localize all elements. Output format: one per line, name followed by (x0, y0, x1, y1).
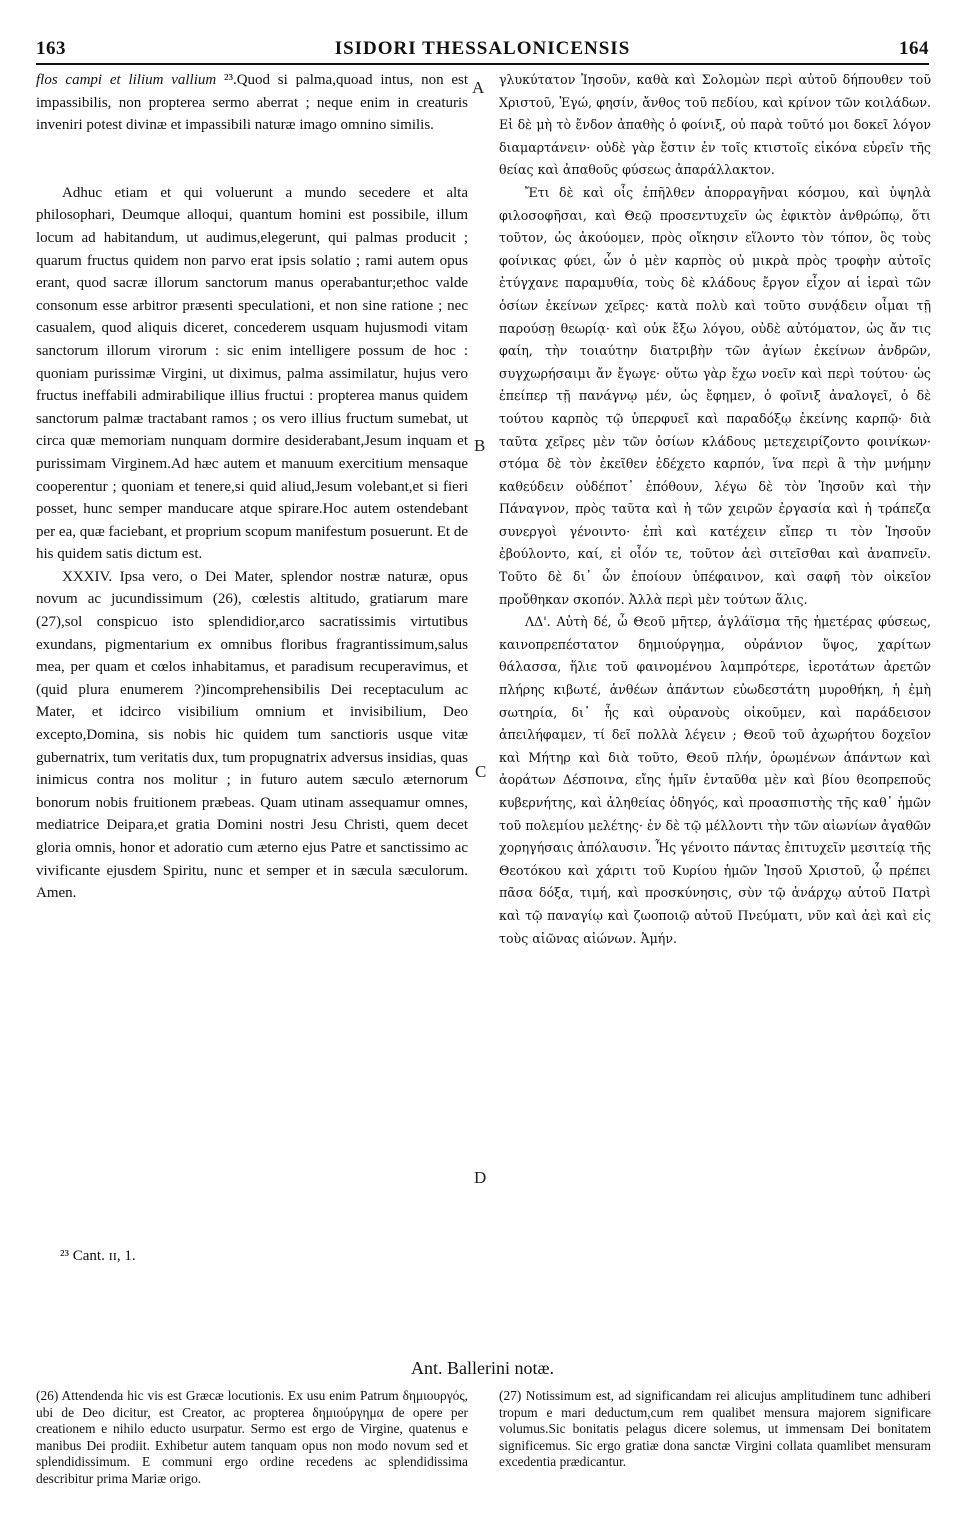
note-27 (499, 1388, 931, 1471)
running-title: ISIDORI THESSALONICENSIS (334, 38, 631, 59)
margin-letter-b: B (474, 436, 486, 455)
margin-letter-a: A (472, 78, 485, 97)
running-header (36, 38, 929, 62)
latin-column (36, 69, 468, 905)
greek-paragraph-3 (499, 611, 931, 950)
page-number-left: 163 (36, 38, 66, 59)
greek-paragraph-2: Ἔτι δὲ καὶ οἷς ἐπῆλθεν ἀπορραγῆναι κόσμου, καὶ ὑψηλὰ φιλοσοφῆσαι, καὶ Θεῷ προσεντυχεῖν ὡς ἐφικτὸν ἀνθρώπῳ, ὅτι τοῦτον, ὡς ἀκούομεν, πρὸς οἴκησιν εἵλοντο τὸν τόπον, ὃς τοὺς φοίνικας φύει, ὧν ὁ μὲν καρπὸς οὐ μικρὰ πρὸς τροφὴν αὐτοῖς ἐτύγχανε παραμυθία, τοὺς δὲ κλάδους ἔργον εἶχον αἱ ἱεραὶ τῶν ὁσίων ἐκείνων χεῖρες· κατὰ πολὺ καὶ τοῦτο συνᾴδειν οἶμαι τῇ παρούσῃ θεωρίᾳ· καὶ οὐκ ἔξω λόγου, οὐδὲ αὐτόματον, ὡς ἄν τις φαίη, τὴν τοιαύτην διατριβὴν τῶν ἁγίων ἐκείνων ἀνδρῶν, συγχωρήσαιμι ἄν ἔγωγε· οὕτω γὰρ ἔχω νοεῖν καὶ περὶ τούτου· ὡς ἐπείπερ τῇ πανάγνῳ μέν, ὡς ἔφημεν, ὁ φοῖνιξ ἀναλογεῖ, ὁ δὲ τούτου καρπὸς τῷ ὑπερφυεῖ καὶ παραδόξῳ ἐκείνης καρπῷ· διὰ ταῦτα χεῖρες μὲν τῶν ὁσίων κλάδους μετεχειρίζοντο φοινίκων· στόμα δὲ τὸν ἐκεῖθεν ἐδέχετο καρπόν, ἵνα περὶ ἃ τὴν μνήμην καθεύδειν οὐδέποτ᾿ ἐπόθουν, λέγω δὲ τὸν Ἰησοῦν καὶ τὴν Πάναγνον, πρὸς ταῦτα καὶ ἡ τῶν χειρῶν ἐργασία καὶ ἡ τράπεζα συνεργοὶ γένοιντο· ἐπὶ καὶ κατέχειν εἴπερ τι τὸν Ἰησοῦν ἐβούλοντο, καί, εἰ οἷόν τε, τοῦτον ἀεὶ σιτεῖσθαι καὶ ἀναπνεῖν. Τοῦτο δὲ δι᾿ ὧν ἐποίουν ὑπέφαινον, καὶ σαφῆ τὸν οἰκεῖον προὔθηκαν σκοπόν. Ἀλλὰ περὶ μὲν τούτων ἅλις. (499, 184, 931, 607)
header-rule (36, 63, 929, 65)
page-number-right: 164 (899, 38, 929, 59)
greek-p3-text: Αὐτὴ δέ, ὦ Θεοῦ μῆτερ, ἀγλάϊσμα τῆς ἡμετέρας φύσεως, καινοπρεπέστατον δημιούργημα, οὐράνιον ὕψος, χαρίτων θάλασσα, ἥλιε τοῦ φαινομένου λαμπρότερε, ἱεροτάτων ἀρετῶν πλήρης κιβωτέ, ἀνθέων ἁπάντων εὐωδεστάτη μυροθήκη, ἡ ἐμὴ σωτηρία, δι᾿ ἧς καὶ οὐρανοὺς οἰκοῦμεν, καὶ παράδεισον ἀπειλήφαμεν, τί δεῖ πολλὰ λέγειν ; Θεοῦ τοῦ ἀχωρήτου δοχεῖον καὶ Μήτηρ καὶ διὰ τοῦτο, Θεοῦ πλήν, ὁρωμένων ἁπάντων καὶ ἀοράτων Δέσποινα, εἴης ἡμῖν ἐνταῦθα μὲν καὶ βίου θεοπρεποῦς κυβερνήτης, καὶ ἀληθείας ὁδηγός, καὶ προασπιστὴς τῆς καθ᾿ ἡμῶν τοῦ πολεμίου μελέτης· ἐν δὲ τῷ μέλλοντι τὴν τῶν αἰωνίων ἀγαθῶν χορηγήσαις ἀπόλαυσιν. Ἧς γένοιτο πάντας ἐπιτυχεῖν μεσιτείᾳ τῆς Θεοτόκου καὶ χάριτι τοῦ Κυρίου ἡμῶν Ἰησοῦ Χριστοῦ, ᾧ πρέπει πᾶσα δόξα, τιμή, καὶ προσκύνησις, σὺν τῷ ἀνάρχῳ αὐτοῦ Πατρὶ καὶ τῷ παναγίῳ καὶ ζωοποιῷ αὐτοῦ Πνεύματι, νῦν καὶ ἀεὶ καὶ εἰς τοὺς αἰῶνας αἰώνων. Ἀμήν. (499, 614, 931, 946)
latin-p1-text: ²³.Quod si palma,quoad intus, non est impassibilis, non propterea sermo aberrat ; neque enim in creaturis inveniri potest divinæ et impassibili naturæ imago omnino similis. (36, 72, 468, 134)
notes-heading: Ant. Ballerini notæ. (411, 1358, 554, 1378)
note-26 (36, 1388, 468, 1487)
greek-column (499, 69, 931, 950)
latin-paragraph-3 (36, 566, 468, 905)
scripture-footnote: ²³ Cant. ɪɪ, 1. (60, 1248, 136, 1264)
margin-letter-d: D (474, 1168, 487, 1187)
latin-section-number: XXXIV. (62, 568, 113, 585)
latin-p3-text: Ipsa vero, o Dei Mater, splendor nostræ naturæ, opus novum ac jucundissimum (26), cœlestis altitudo, gratiarum mare (27),sol conspicuo isto splendidior,arco sacratissimis virtutibus exundans, pigmentarium ex omnibus floribus fragrantissimum,salus mea, per quam et cœlos inhabitamus, et paradisum recuperavimus, et (quid plura enumerem ?)incomprehensibilis Dei receptaculum ac Mater, et idcirco visibilium omnium et invisibilium, Deo excepto,Domina, sis nobis hic quidem tum sanctioris usque vitæ gubernatrix, tum veritatis dux, tum propugnatrix adversus insidias, quas inimicus contra nos molitur ; in futuro autem sæculo æternorum bonorum nobis fruitionem præbeas. Quam utinam assequamur omnes, mediatrice Deipara,et gratia Domini nostri Jesu Christi, quem decet gloria omnis, honor et adoratio cum æterno ejus Patre et sanctissimo ac vivificante ejusdem Spiritu, nunc et semper et in sæcula sæculorum. Amen. (36, 568, 468, 902)
note-26-text: (26) Attendenda hic vis est Græcæ locutionis. Ex usu enim Patrum δημιουργός, ubi de Deo dicitur, est Creator, ac propterea δημιούργημα de opere per creationem e nihilo educto usurpatur. Sermo est ergo de Virgine, quatenus e manibus Dei prodiit. Exhibetur autem tanquam opus non modo novum sed et splendidissimum. E communi ergo ordine recedens ac splendidissima describitur prima Mariæ origo. (36, 1388, 468, 1486)
greek-paragraph-1: γλυκύτατον Ἰησοῦν, καθὰ καὶ Σολομὼν περὶ αὐτοῦ δήπουθεν τοῦ Χριστοῦ, Ἐγώ, φησίν, ἄνθος τοῦ πεδίου, καὶ κρίνον τῶν κοιλάδων. Εἰ δὲ μὴ τὸ ἔνδον ἀπαθὴς ὁ φοίνιξ, οὐ παρὰ τοῦτό μοι δοκεῖ λόγον διαμαρτάνειν· οὐδὲ γὰρ ἔστιν ἐν τοῖς κτιστοῖς εἰκόνα εὑρεῖν τῆς θείας καὶ ἀπαθοῦς φύσεως ἀπαράλλακτον. (499, 72, 931, 178)
latin-paragraph-2: Adhuc etiam et qui voluerunt a mundo secedere et alta philosophari, Deumque alloqui, quantum homini est possibile, illum locum ad habitandum, ut audimus,elegerunt, qui palmas producit ; quarum fructus quidem non parvo erat ipsis solatio ; rami autem opus erant, quod sacræ illorum sanctorum manus operabantur;ethoc valde consonum esse arbitror præsenti speculationi, et non sine ratione ; nec casualem, quod aliquis diceret, concederem usquam hujusmodi vitam sanctorum illorum virorum : sic enim intelligere possum de hoc : quoniam purissimæ Virgini, ut diximus, palma assimilatur, hujus vero fructus ineffabili admirabilique illius fructui : propterea manus quidem sanctorum palmæ tractabant ramos ; os vero illius fructum sumebat, ut circa quæ memoriam nunquam dormire desiderabant,Jesum inquam et purissimam Virginem.Ad hæc autem et manuum exercitium mensaque cooperentur ; quoniam et tenere,si quid aliud,Jesum volebant,et si fieri posset, hunc semper manducare atque spirare.Hoc autem ostendebant per ea, quæ faciebant, et proprium scopum manifestum posuerunt. Et de his quidem satis dictum est. (36, 184, 468, 563)
note-27-text: (27) Notissimum est, ad significandam rei alicujus amplitudinem tunc adhiberi tropum e mari deductum,cum rem qualibet mensura majorem significare volumus.Sic bonitatis pelagus dicere solemus, ut immensam Dei bonitatem significemus. Sic ergo gratiæ dona sanctæ Virgini collata quamlibet mensuram excedentia prædicantur. (499, 1388, 931, 1469)
latin-quote: flos campi et lilium vallium (36, 72, 217, 88)
greek-section-number: ΛΔ'. (525, 614, 551, 630)
margin-letter-c: C (475, 762, 487, 781)
latin-paragraph-1 (36, 69, 468, 137)
